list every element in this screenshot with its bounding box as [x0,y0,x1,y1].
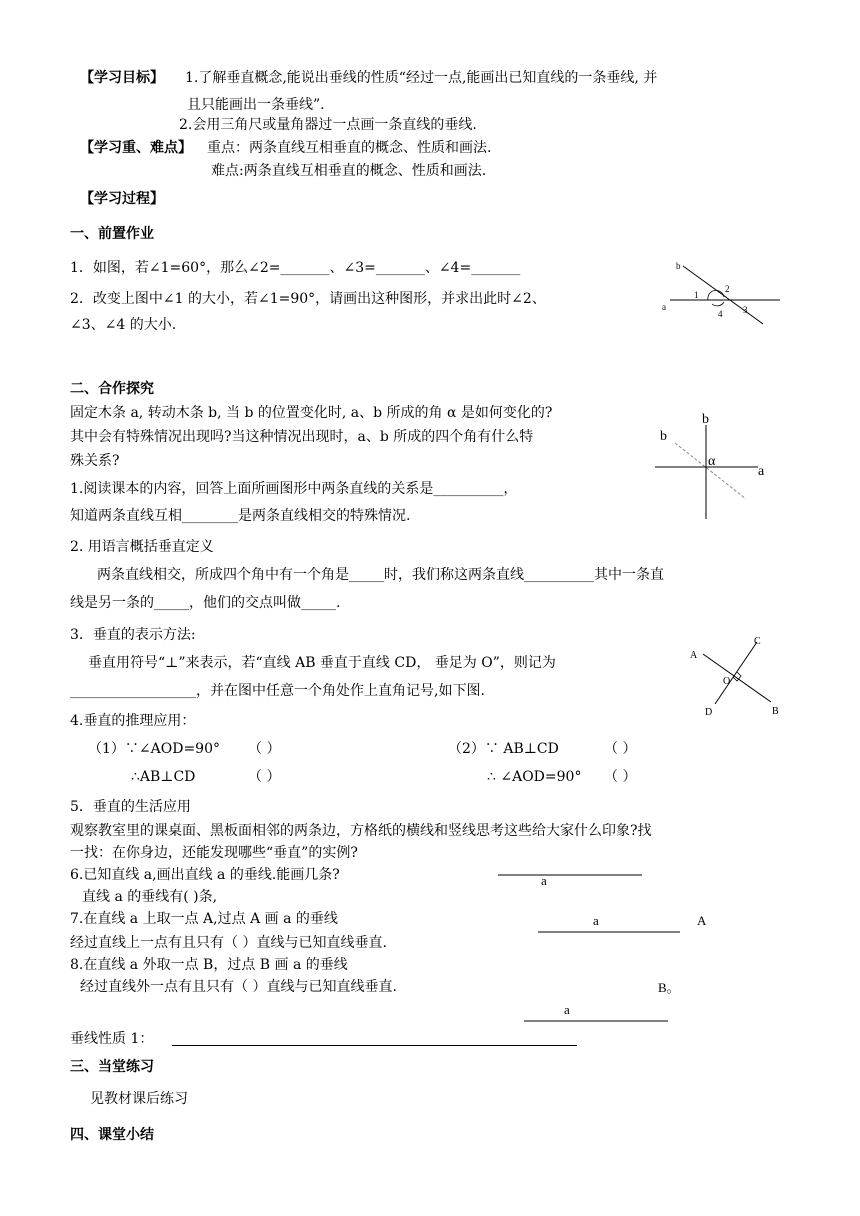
fig1-angle-3: 3 [743,305,748,315]
item-5-text: 观察教室里的课桌面、黑板面相邻的两条边，方格纸的横线和竖线思考这些给大家什么印象?找 [70,823,652,839]
process-label: 【学习过程】 [80,191,164,207]
item-7: 7.在直线 a 上取一点 A,过点 A 画 a 的垂线 [70,911,338,927]
item-3-text-cont: __________________，并在图中任意一个角处作上直角记号,如下图. [70,683,485,699]
objective-line-3: 2.会用三角尺或量角器过一点画一条直线的垂线. [179,117,477,133]
fig7-label-A: A [697,913,707,928]
fig8-label-B: B。 [658,980,680,995]
item-3-text: 垂直用符号“⊥”来表示，若“直线 AB 垂直于直线 CD， 垂足为 O”，则记为 [88,655,556,671]
fig2-label-a: a [758,464,765,479]
fig3-label-D: D [705,707,713,718]
key-point: 重点：两条直线互相垂直的概念、性质和画法. [207,140,492,156]
line-a-point-B-figure [520,974,690,1024]
section-4-title: 四、课堂小结 [70,1127,154,1143]
fig1-angle-1: 1 [694,290,699,300]
fig3-label-B: B [772,706,779,717]
fig1-label-a: a [662,302,666,312]
fig8-label-a: a [564,1002,570,1017]
key-points-label: 【学习重、难点】 [80,140,192,156]
reasoning-1-conclusion-reason: （ ） [248,769,281,785]
item-2: 2. 用语言概括垂直定义 [70,539,214,555]
item-5: 5．垂直的生活应用 [70,799,191,815]
item-5-text-cont: 一找：在你身边，还能发现哪些“垂直”的实例? [70,845,358,861]
fig2-label-b-vertical: b [702,412,709,427]
fig3-label-O: O [723,676,731,687]
perpendicular-ab-cd-figure [685,632,785,720]
reasoning-2-conclusion: ∴ ∠AOD=90° [487,769,582,785]
line-a-figure [495,864,645,888]
fig1-label-b: b [676,261,681,271]
item-4: 4.垂直的推理应用： [70,713,196,729]
item-1-cont: 知道两条直线互相________是两条直线相交的特殊情况. [70,508,411,524]
explore-intro-1: 固定木条 a, 转动木条 b, 当 b 的位置变化时, a、b 所成的角 α 是如何变化的? [70,405,553,421]
item-8-conclusion: 经过直线外一点有且只有（ ）直线与已知直线垂直. [80,979,397,995]
question-2: 2．改变上图中∠1 的大小，若∠1=90°，请画出这种图形，并求出此时∠2、 [70,291,546,307]
item-6: 6.已知直线 a,画出直线 a 的垂线.能画几条? [70,867,340,883]
item-3: 3．垂直的表示方法: [70,627,196,643]
objectives-label: 【学习目标】 [80,70,164,86]
intersecting-lines-figure [650,252,785,327]
fig6-label-a: a [541,873,547,888]
fig7-label-a: a [593,913,599,928]
property-1-label: 垂线性质 1： [70,1031,154,1047]
question-1: 1．如图，若∠1=60°，那么∠2=_______、∠3=_______、∠4=_______ [70,260,521,276]
perpendicular-lines-figure [650,405,785,520]
reasoning-2-premise: （2）∵ AB⊥CD [448,741,559,757]
objective-line-1: 1.了解垂直概念,能说出垂线的性质“经过一点,能画出已知直线的一条垂线, 并 [185,70,658,86]
fig2-label-b-rotated: b [660,429,667,444]
fig1-angle-4: 4 [718,309,723,319]
item-7-conclusion: 经过直线上一点有且只有（ ）直线与已知直线垂直. [70,935,387,951]
item-2-definition-cont: 线是另一条的_____，他们的交点叫做_____. [70,595,341,611]
section-2-title: 二、合作探究 [70,381,154,397]
reasoning-1-premise-reason: （ ） [248,741,281,757]
reasoning-2-conclusion-reason: （ ） [604,769,637,785]
fig3-label-C: C [754,636,761,647]
item-1: 1.阅读课本的内容，回答上面所画图形中两条直线的关系是__________， [70,481,518,497]
difficult-point: 难点:两条直线互相垂直的概念、性质和画法. [211,163,487,179]
item-6-answer: 直线 a 的垂线有( )条, [82,889,218,905]
section-1-title: 一、前置作业 [70,226,154,242]
question-2-cont: ∠3、∠4 的大小. [70,317,177,333]
fig1-angle-2: 2 [725,284,730,294]
section-3-title: 三、当堂练习 [70,1059,154,1075]
property-1-answer-line [172,1045,577,1046]
line-a-point-A-figure [535,906,715,936]
fig2-label-alpha: α [708,454,716,469]
section-3-text: 见教材课后练习 [90,1091,188,1107]
item-8: 8.在直线 a 外取一点 B，过点 B 画 a 的垂线 [70,957,348,973]
item-2-definition: 两条直线相交，所成四个角中有一个角是_____时，我们称这两条直线__________其中一条直 [97,567,664,583]
reasoning-2-premise-reason: （ ） [604,741,637,757]
explore-intro-2: 其中会有特殊情况出现吗?当这种情况出现时，a、b 所成的四个角有什么特 [70,429,534,445]
reasoning-1-conclusion: ∴AB⊥CD [131,769,196,785]
explore-intro-3: 殊关系? [70,453,120,469]
fig3-label-A: A [690,650,698,661]
objective-line-2: 且只能画出一条垂线”. [187,97,325,113]
reasoning-1-premise: （1）∵∠AOD=90° [88,741,220,757]
